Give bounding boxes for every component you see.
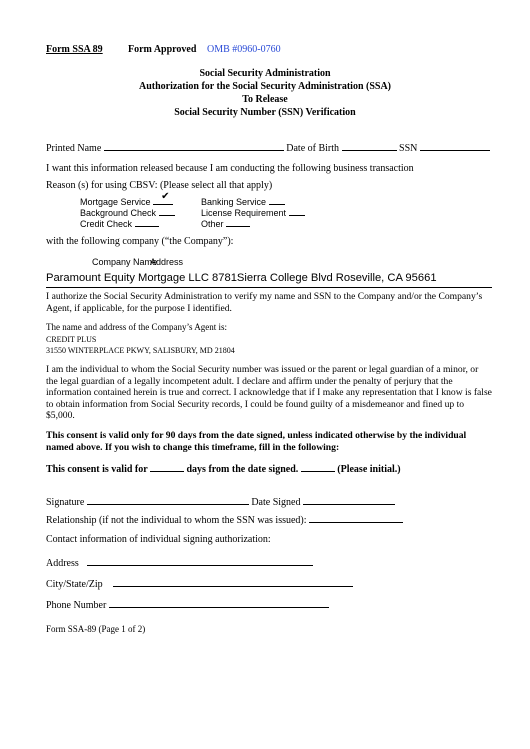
reason-banking-label: Banking Service <box>201 197 267 207</box>
check-mark-icon: ✔ <box>161 191 170 202</box>
reason-label: Reason (s) for using CBSV: (Please select all that apply) <box>46 180 273 191</box>
reason-credit-field[interactable] <box>135 217 159 227</box>
agent-address: 31550 WINTERPLACE PKWY, SALISBURY, MD 21804 <box>46 346 235 355</box>
signature-row <box>46 495 395 508</box>
reason-other[interactable] <box>201 217 250 229</box>
title-line-1: Social Security Administration <box>199 68 331 79</box>
company-intro: with the following company (“the Company”): <box>46 236 234 247</box>
reason-background-field[interactable] <box>159 206 175 216</box>
reason-credit[interactable] <box>80 217 159 229</box>
footer-page: Form SSA-89 (Page 1 of 2) <box>46 624 146 634</box>
signature-field[interactable] <box>87 495 249 505</box>
reason-mortgage-label: Mortgage Service <box>80 197 151 207</box>
contact-city-row <box>46 577 353 590</box>
omb-number: OMB #0960-0760 <box>207 44 281 55</box>
agent-name: CREDIT PLUS <box>46 335 97 344</box>
reason-other-field[interactable] <box>226 217 250 227</box>
printed-name-field[interactable] <box>104 141 284 151</box>
printed-name-label: Printed Name <box>46 143 102 154</box>
intro-text: I want this information released because I am conducting the following business transaction <box>46 163 414 174</box>
title-line-3: To Release <box>242 94 288 105</box>
contact-phone-row <box>46 598 329 611</box>
company-value[interactable]: Paramount Equity Mortgage LLC 8781Sierra College Blvd Roseville, CA 95661 <box>46 272 437 284</box>
date-signed-label: Date Signed <box>251 497 301 508</box>
reason-license-field[interactable] <box>289 206 305 216</box>
reason-other-label: Other <box>201 219 224 229</box>
consent-middle: days from the date signed. <box>186 464 299 475</box>
consent-initial-field[interactable] <box>301 462 335 472</box>
agent-label: The name and address of the Company’s Agent is: <box>46 322 227 332</box>
consent-change-row <box>46 462 401 475</box>
authorize-text: I authorize the Social Security Administration to verify my name and SSN to the Company and/or the Company’s Agent, if applicable, for the purpose I identified. <box>46 291 483 314</box>
certify-text: I am the individual to whom the Social Security number was issued or the parent or legal guardian of a minor, or the legal guardian of a legally incompetent adult. I declare and affirm under the penalty of perjury that the information contained herein is true and correct. I acknowledge that if I make any representation that I know is false to obtain information from Social Security records, I could be found guilty of a misdemeanor and fined up to $5,000. <box>46 364 492 422</box>
ssn-field[interactable] <box>420 141 490 151</box>
signature-label: Signature <box>46 497 85 508</box>
contact-address-label: Address <box>46 558 79 569</box>
contact-address-field[interactable] <box>87 556 313 566</box>
company-name-label: Company Name <box>92 257 158 267</box>
form-number: Form SSA 89 <box>46 44 103 55</box>
reason-credit-label: Credit Check <box>80 219 133 229</box>
form-approved-label: Form Approved <box>128 44 197 55</box>
reason-banking-field[interactable] <box>269 195 285 205</box>
ssn-label: SSN <box>399 143 418 154</box>
title-line-4: Social Security Number (SSN) Verification <box>174 107 356 118</box>
contact-city-field[interactable] <box>113 577 353 587</box>
consent-days-field[interactable] <box>150 462 184 472</box>
date-signed-field[interactable] <box>303 495 395 505</box>
reason-license-label: License Requirement <box>201 208 287 218</box>
consent-text: This consent is valid only for 90 days from the date signed, unless indicated otherwise by the individual named above. If you wish to change this timeframe, fill in the following: <box>46 430 467 453</box>
consent-prefix: This consent is valid for <box>46 464 148 475</box>
contact-phone-field[interactable] <box>109 598 329 608</box>
contact-city-label: City/State/Zip <box>46 579 103 590</box>
printed-name-row <box>46 141 490 154</box>
dob-label: Date of Birth <box>286 143 340 154</box>
title-line-2: Authorization for the Social Security Administration (SSA) <box>138 81 392 92</box>
relationship-label: Relationship (if not the individual to whom the SSN was issued): <box>46 515 307 526</box>
contact-label: Contact information of individual signing authorization: <box>46 534 271 545</box>
company-address-label: Address <box>150 257 184 267</box>
relationship-row <box>46 513 403 526</box>
reason-background-label: Background Check <box>80 208 157 218</box>
relationship-field[interactable] <box>309 513 403 523</box>
reason-mortgage-field[interactable] <box>153 191 173 205</box>
contact-address-row <box>46 556 313 569</box>
dob-field[interactable] <box>342 141 397 151</box>
company-underline <box>46 287 492 288</box>
consent-suffix: (Please initial.) <box>337 464 401 475</box>
contact-phone-label: Phone Number <box>46 600 107 611</box>
